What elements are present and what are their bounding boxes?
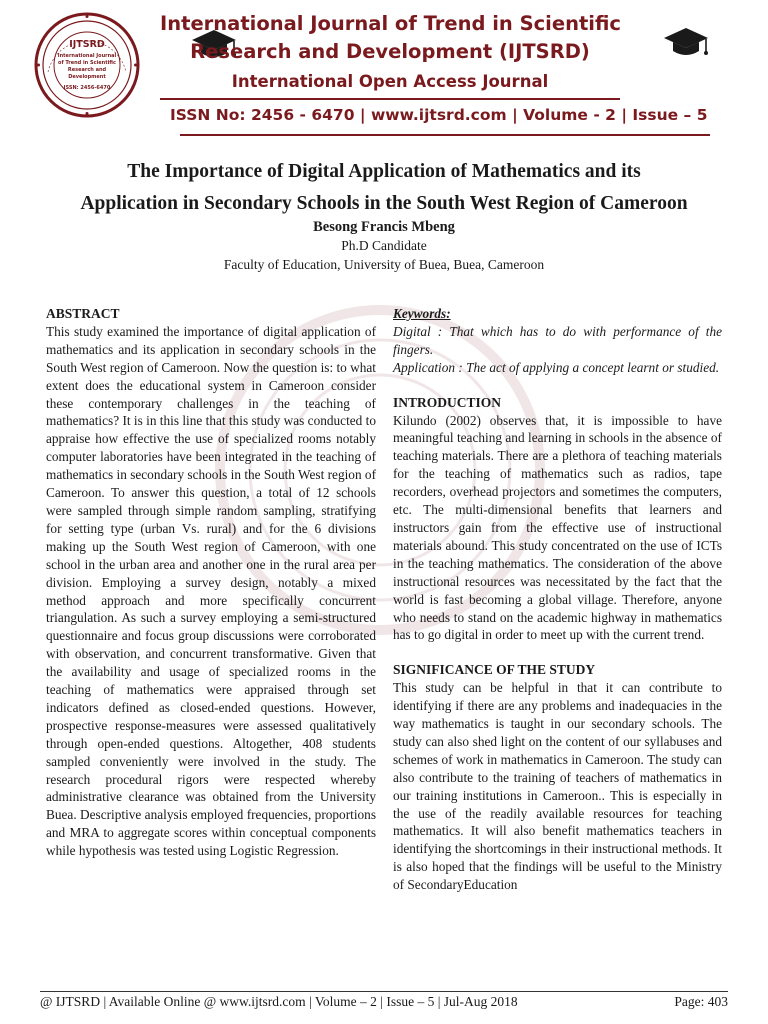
footer-divider	[40, 991, 728, 992]
svg-text:IJTSRD: IJTSRD	[69, 39, 105, 50]
left-column	[46, 305, 376, 860]
footer-citation: @ IJTSRD | Available Online @ www.ijtsrd.com | Volume – 2 | Issue – 5 | Jul-Aug 2018	[40, 994, 518, 1009]
svg-text:of Trend in Scientific: of Trend in Scientific	[58, 60, 116, 66]
svg-text:ISSN: 2456-6470: ISSN: 2456-6470	[63, 85, 111, 91]
header-divider	[160, 98, 620, 100]
paper-title	[30, 156, 738, 220]
svg-text:Research and: Research and	[67, 67, 107, 73]
svg-text:Development: Development	[68, 74, 106, 80]
journal-header	[0, 0, 768, 142]
page-footer	[40, 994, 728, 1010]
author-name: Besong Francis Mbeng	[313, 219, 455, 235]
svg-text:International Journal: International Journal	[57, 53, 117, 59]
introduction-text: Kilundo (2002) observes that, it is impossible to have meaningful teaching and learning in schools in the absence of teaching materials. There are a plethora of teaching materials for the teaching of mathematics such as radios, tape recorders, overhead projectors and sometimes the computers, etc. The multi-dimensional benefits that learners and instructors gain from the effective use of instructional materials abound. This study concentrated on the use of ICTs in the teaching mathematics. The consideration of the above instructional resources was necessitated by the fact that the world is fast becoming a global village. Therefore, anyone who needs to stand on the academic highway in mathematics has to go digital in order to meet up with the current trend.	[393, 412, 722, 643]
paper-title-line2: Application in Secondary Schools in the South West Region of Cameroon	[80, 193, 688, 214]
page-number: Page: 403	[674, 994, 728, 1009]
abstract-heading: ABSTRACT	[46, 306, 120, 321]
keyword-digital: Digital : That which has to do with performance of the fingers.	[393, 323, 722, 357]
journal-seal-logo	[34, 12, 140, 118]
paper-title-line1: The Importance of Digital Application of Mathematics and its	[127, 161, 641, 182]
author-role: Ph.D Candidate	[341, 238, 427, 253]
keyword-application: Application : The act of applying a concept learnt or studied.	[393, 359, 720, 375]
author-affiliation: Faculty of Education, University of Buea, Buea, Cameroon	[223, 257, 545, 272]
journal-name-line1: International Journal of Trend in Scientific	[160, 12, 621, 35]
right-column	[393, 305, 722, 894]
significance-heading: SIGNIFICANCE OF THE STUDY	[393, 662, 596, 678]
open-access-label: International Open Access Journal	[231, 72, 549, 91]
introduction-heading: INTRODUCTION	[393, 394, 502, 410]
significance-text: This study can be helpful in that it can contribute to identifying if there are any problems and inadequacies in the way mathematics is taught in our secondary schools. The study can also shed light on the content of our syllabuses and schemes of work in mathematics in Cameroon. The study can also contribute to the training of teachers of mathematics in our training institutions in Cameroon.. This is especially in the use of the readily available resources for teaching mathematics. It will also benefit mathematics teachers in identifying the shortcomings in their instructional methods. It is also hoped that the findings will be useful to the Ministry of SecondaryEducation	[393, 680, 722, 893]
keywords-heading: Keywords:	[393, 306, 451, 321]
abstract-text: This study examined the importance of digital application of mathematics and its application in secondary schools in the South West region of Cameroon. Now the question is: to what extent does the educational system in Cameroon consider these contemporary challenges in the teaching of mathematics? It is in this line that this study was conducted to appraise how effective the use of specialized rooms notably computer laboratories have been integrated in the teaching of mathematics in secondary schools in the South West region of Cameroon. To answer this question, a total of 12 schools were sampled through simple random sampling, stratifying for setting type (urban Vs. rural) and for the 6 divisions making up the South West region of Cameroon, with one school in the urban area and another one in the rural area per division. Employing a survey design, notably a mixed method approach and more specifically concurrent triangulation. As such a survey employing a semi-structured questionnaire and focus group discussions were corroborated with observation, and concurrent transformative. Given that the availability and usage of specialized rooms in the teaching of mathematics were appraised through set indicators defined as closed-ended questions. However, prospective response-measures were assessed qualitatively through open-ended questions. Altogether, 408 students sampled conveniently were involved in the study. The research procedural rigors were respected whereby administrative clearance was obtained from the University Buea. Descriptive analysis employed frequencies, proportions and MRA to aggregate scores within conceptual components while hypothesis was tested using Logistic Regression.	[46, 323, 376, 859]
journal-name-line2: Research and Development (IJTSRD)	[190, 40, 590, 63]
graduation-cap-icon	[662, 26, 710, 60]
header-divider-bottom	[180, 134, 710, 136]
issn-line: ISSN No: 2456 - 6470 | www.ijtsrd.com | Volume - 2 | Issue – 5	[170, 106, 708, 124]
